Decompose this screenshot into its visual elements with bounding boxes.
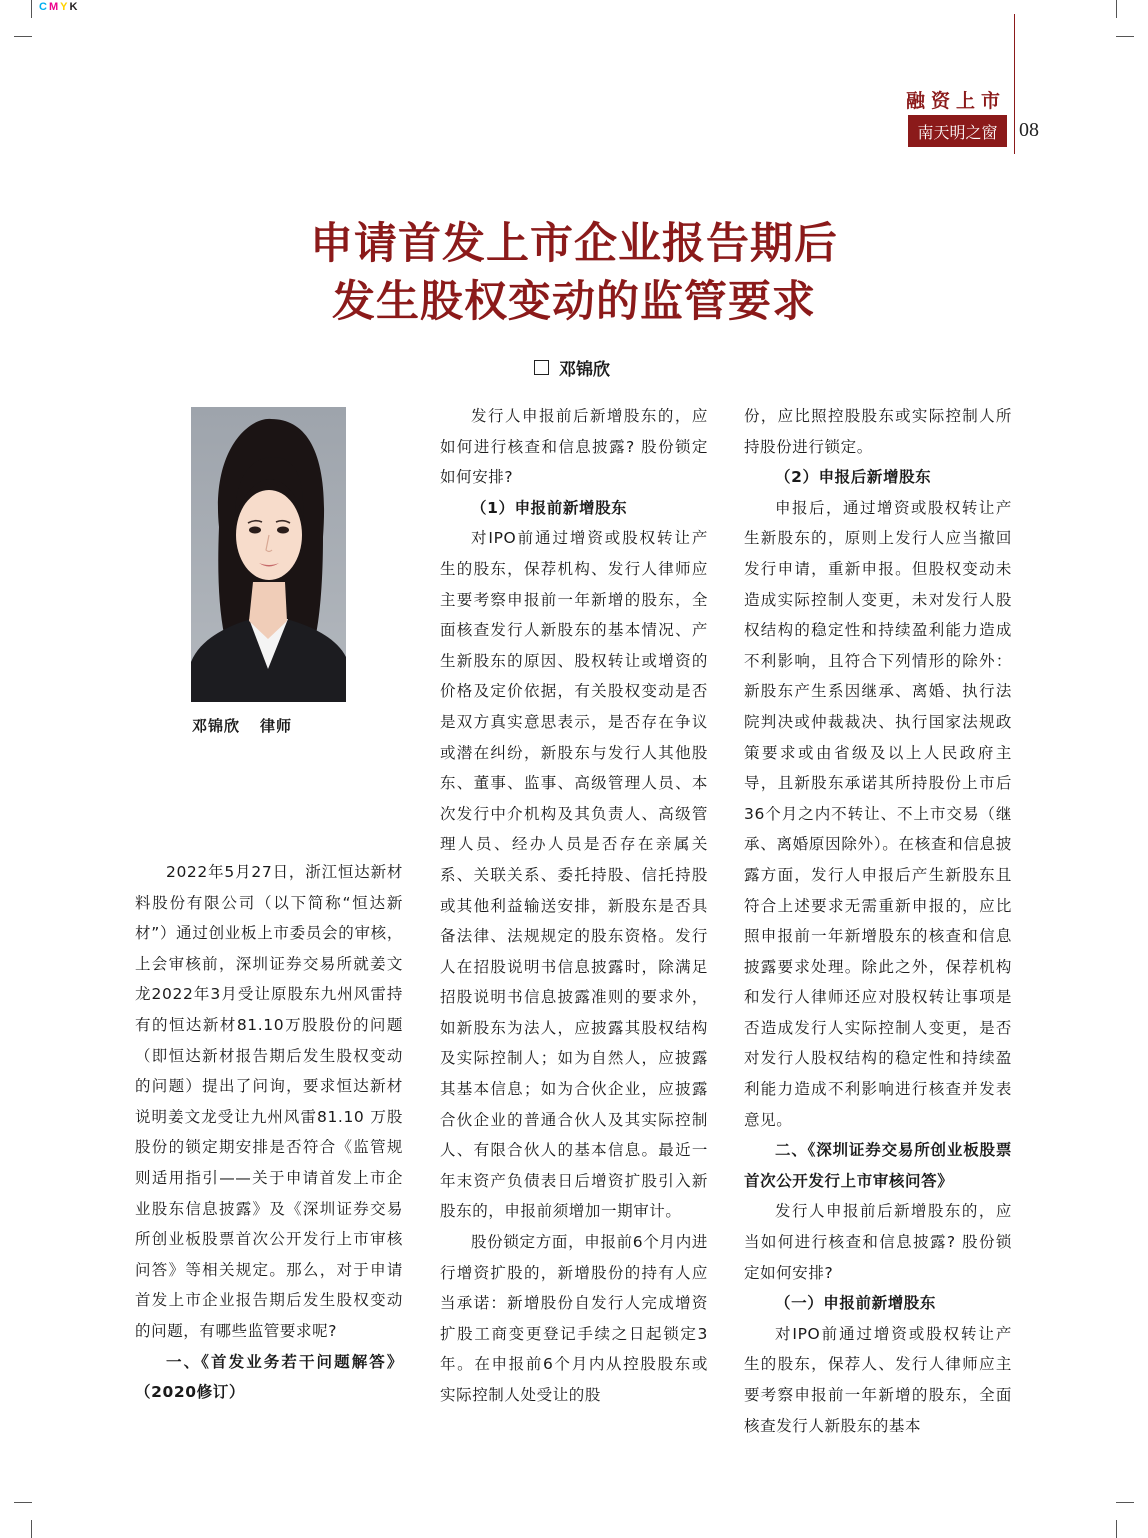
paragraph: 股份锁定方面，申报前6个月内进行增资扩股的，新增股份的持有人应当承诺：新增股份自发行人完成增资扩股工商变更登记手续之日起锁定3年。在申报前6个月内从控股股东或实际控制人处受让的股	[440, 1233, 708, 1404]
author-name: 邓锦欣	[559, 360, 610, 380]
paragraph: 发行人申报前后新增股东的，应如何进行核查和信息披露? 股份锁定如何安排?	[440, 407, 708, 487]
caption-title: 律师	[260, 717, 293, 735]
section-label: 融资上市	[905, 90, 1006, 112]
subheading: （1）申报前新增股东	[471, 498, 628, 517]
title-line-1: 申请首发上市企业报告期后	[310, 219, 838, 269]
author-photo	[191, 407, 346, 702]
cmyk-c: C	[39, 1, 49, 13]
article-title	[0, 215, 1148, 331]
square-icon	[534, 360, 549, 375]
crop-mark	[14, 36, 32, 37]
cmyk-k: K	[69, 1, 80, 13]
crop-mark	[1116, 0, 1117, 18]
caption-name: 邓锦欣	[192, 717, 241, 735]
page-number: 08	[1019, 119, 1039, 141]
paragraph: 对IPO前通过增资或股权转让产生的股东，保荐机构、发行人律师应主要考察申报前一年新增的股东，全面核查发行人新股东的基本情况、产生新股东的原因、股权转让或增资的价格及定价依据，有关股权变动是否是双方真实意思表示，是否存在争议或潜在纠纷，新股东与发行人其他股东、董事、监事、高级管理人员、本次发行中介机构及其负责人、高级管理人员、经办人员是否存在亲属关系、关联关系、委托持股、信托持股或其他利益输送安排，新股东是否具备法律、法规规定的股东资格。发行人在招股说明书信息披露时，除满足招股说明书信息披露准则的要求外，如新股东为法人，应披露其股权结构及实际控制人；如为自然人，应披露其基本信息；如为合伙企业，应披露合伙企业的普通合伙人及其实际控制人、有限合伙人的基本信息。最近一年末资产负债表日后增资扩股引入新股东的，申报前须增加一期审计。	[440, 529, 708, 1221]
crop-mark	[1116, 1502, 1134, 1503]
column-3	[744, 401, 1012, 1441]
subheading: （2）申报后新增股东	[775, 468, 932, 487]
cmyk-registration	[39, 1, 79, 13]
paragraph: 2022年5月27日，浙江恒达新材料股份有限公司（以下简称“恒达新材”）通过创业板上市委员会的审核，上会审核前，深圳证券交易所就姜文龙2022年3月受让原股东九州风雷持有的恒达新材81.10万股股份的问题（即恒达新材报告期后发生股权变动的问题）提出了问询，要求恒达新材说明姜文龙受让九州风雷81.10 万股股份的锁定期安排是否符合《监管规则适用指引——关于申请首发上市企业股东信息披露》及《深圳证券交易所创业板股票首次公开发行上市审核问答》等相关规定。那么，对于申请首发上市企业报告期后发生股权变动的问题，有哪些监管要求呢?	[135, 863, 403, 1340]
paragraph: 发行人申报前后新增股东的，应当如何进行核查和信息披露? 股份锁定如何安排?	[744, 1202, 1012, 1282]
title-line-2: 发生股权变动的监管要求	[332, 277, 816, 327]
section-heading: 一、《首发业务若干问题解答》（2020修订）	[135, 1352, 403, 1402]
crop-mark	[1116, 36, 1134, 37]
crop-mark	[31, 0, 32, 18]
cmyk-m: M	[48, 1, 61, 13]
header-rule	[1014, 14, 1015, 154]
column-1	[135, 857, 403, 1408]
portrait-image	[191, 407, 346, 702]
magazine-badge: 南天明之窗	[908, 115, 1007, 147]
paragraph: 份，应比照控股股东或实际控制人所持股份进行锁定。	[744, 407, 1012, 456]
crop-mark	[1116, 1520, 1117, 1538]
section-heading: 二、《深圳证券交易所创业板股票首次公开发行上市审核问答》	[744, 1141, 1012, 1190]
crop-mark	[14, 1502, 32, 1503]
paragraph: 申报后，通过增资或股权转让产生新股东的，原则上发行人应当撤回发行申请，重新申报。但股权变动未造成实际控制人变更，未对发行人股权结构的稳定性和持续盈利能力造成不利影响，且符合下列情形的除外：新股东产生系因继承、离婚、执行法院判决或仲裁裁决、执行国家法规政策要求或由省级及以上人民政府主导，且新股东承诺其所持股份上市后36个月之内不转让、不上市交易（继承、离婚原因除外）。在核查和信息披露方面，发行人申报后产生新股东且符合上述要求无需重新申报的，应比照申报前一年新增股东的核查和信息披露要求处理。除此之外，保荐机构和发行人律师还应对股权转让事项是否造成发行人实际控制人变更，是否对发行人股权结构的稳定性和持续盈利能力造成不利影响进行核查并发表意见。	[744, 498, 1012, 1129]
paragraph: 对IPO前通过增资或股权转让产生的股东，保荐人、发行人律师应主要考察申报前一年新增的股东，全面核查发行人新股东的基本	[744, 1324, 1012, 1435]
author-byline	[534, 355, 610, 380]
crop-mark	[31, 1520, 32, 1538]
column-2	[440, 401, 708, 1411]
subheading: （一）申报前新增股东	[775, 1294, 937, 1313]
cmyk-y: Y	[60, 1, 70, 13]
photo-caption	[192, 715, 292, 736]
